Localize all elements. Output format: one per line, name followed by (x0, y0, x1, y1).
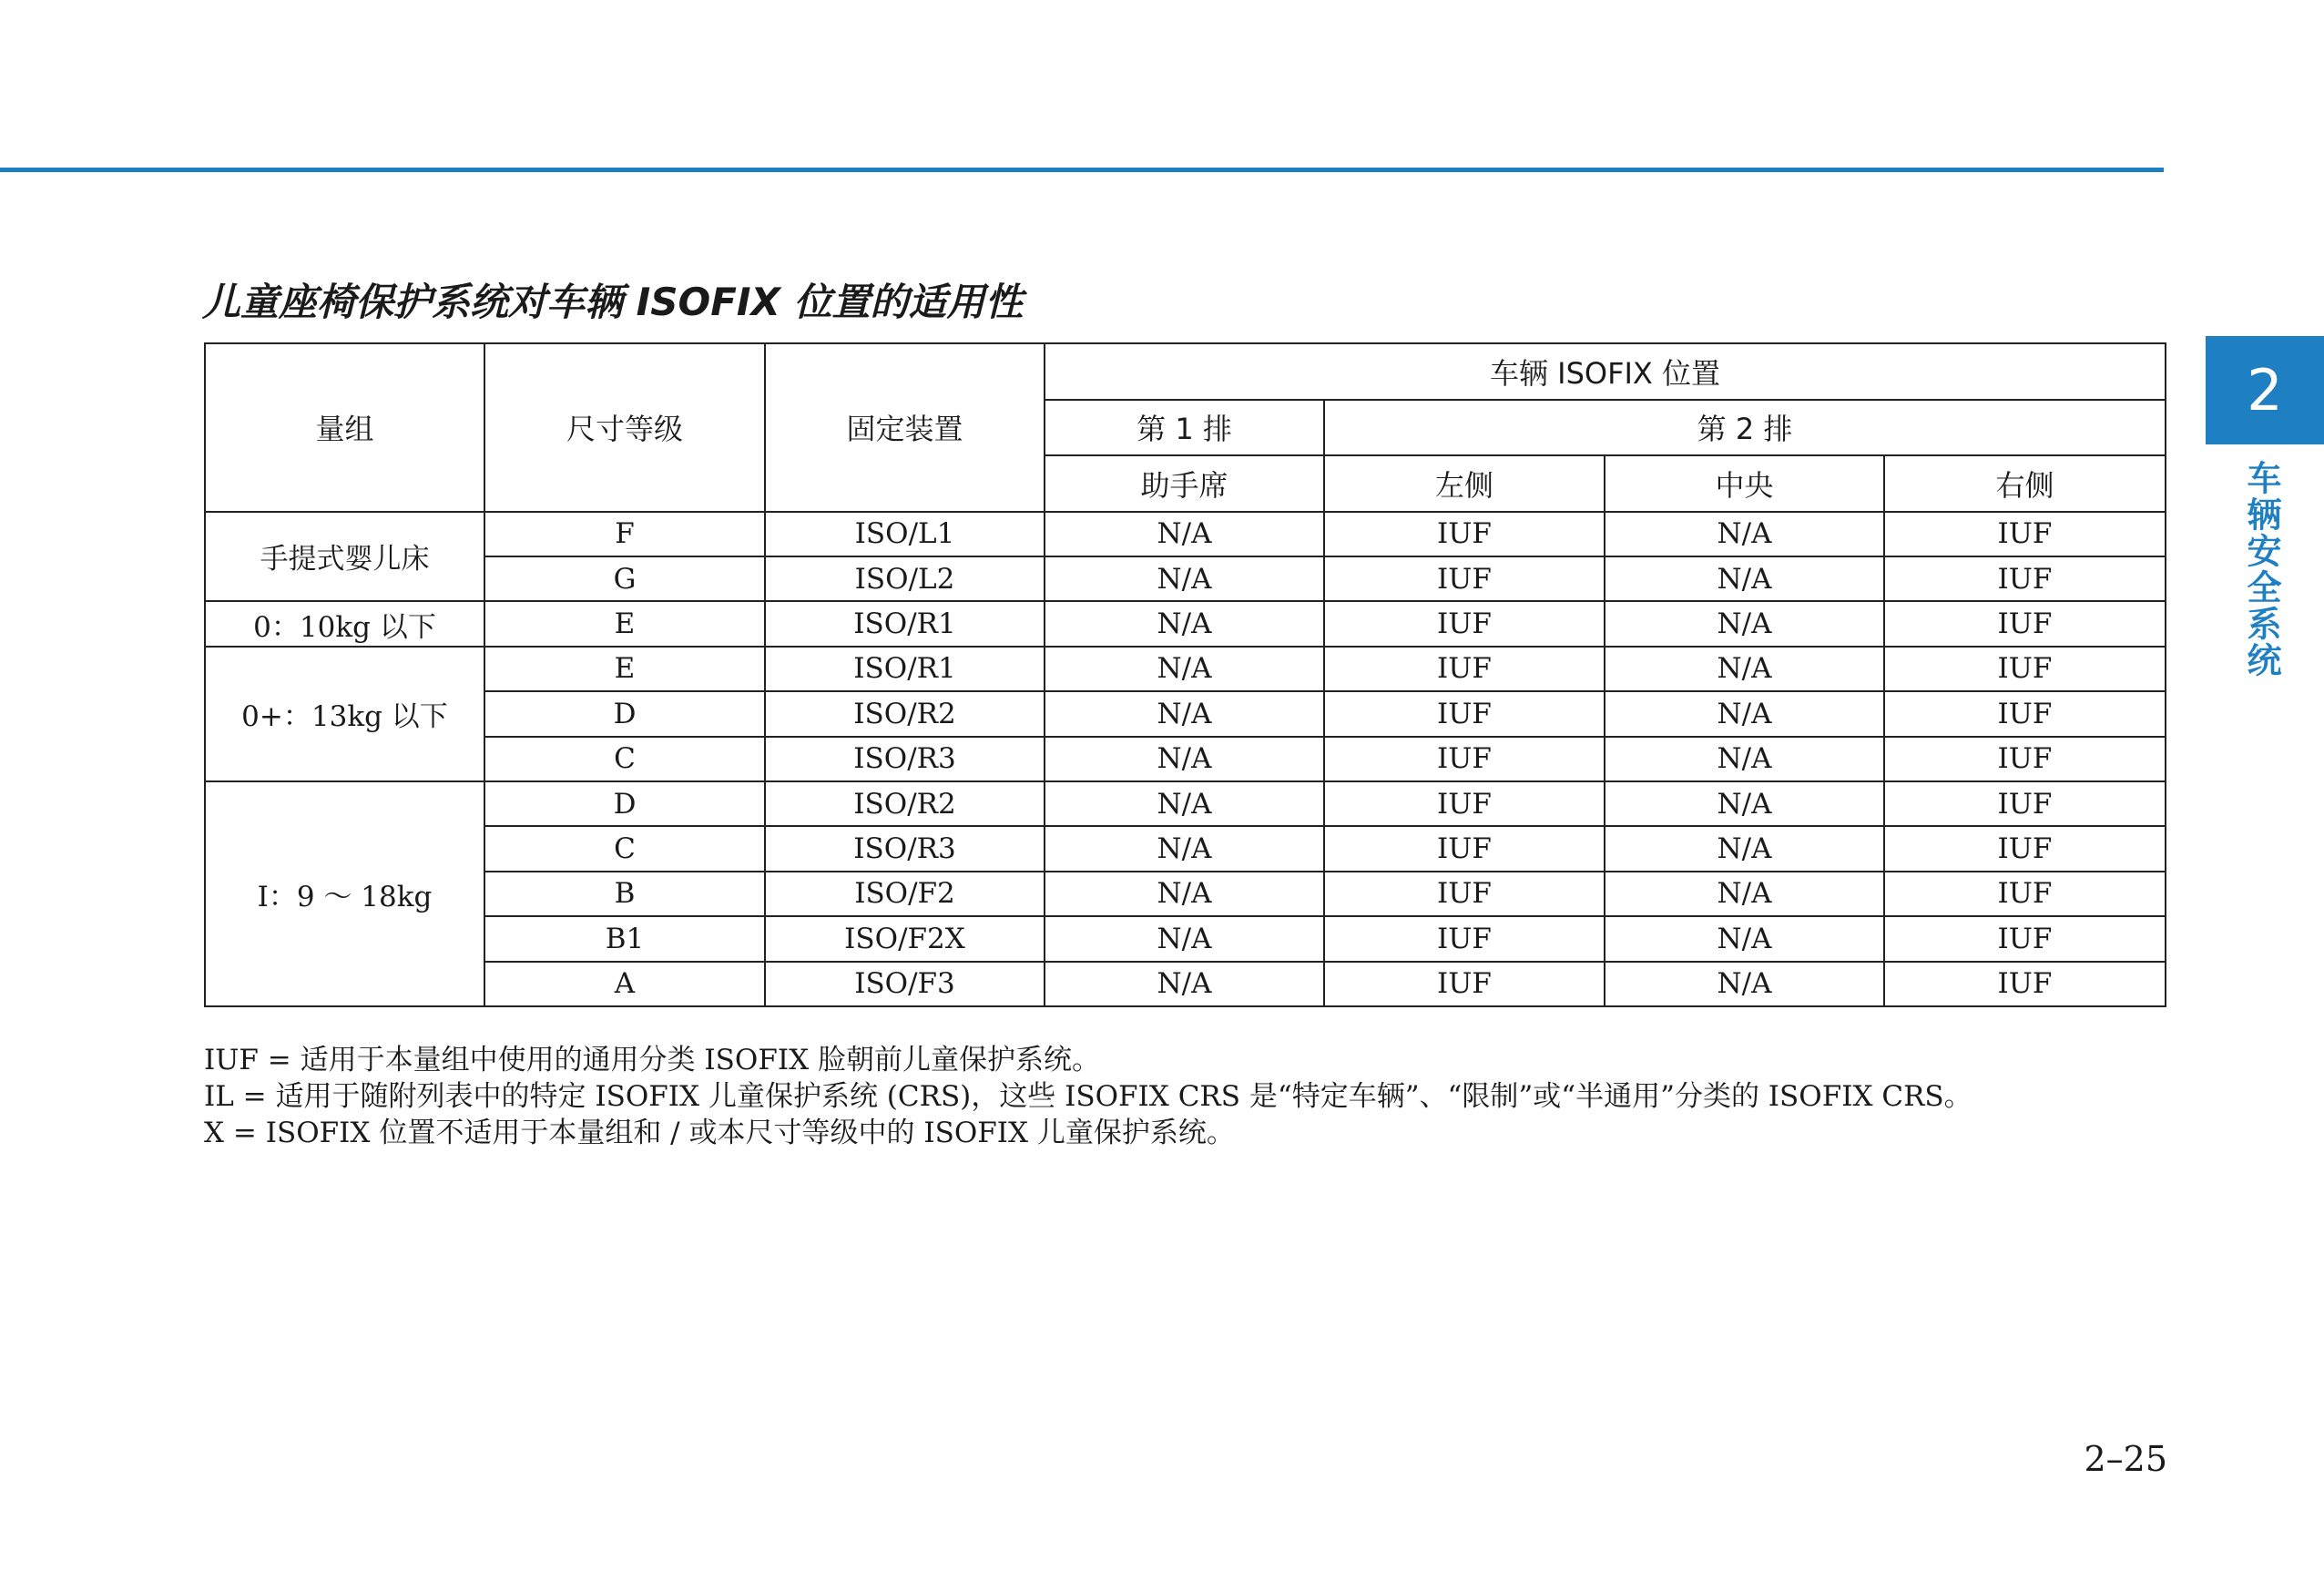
header-row-2: 第 2 排 (1324, 400, 2166, 456)
center-cell: N/A (1605, 872, 1884, 916)
center-cell: N/A (1605, 556, 1884, 601)
header-mass-group: 量组 (205, 343, 484, 512)
passenger-cell: N/A (1045, 826, 1324, 871)
size-cell: E (484, 647, 765, 691)
center-cell: N/A (1605, 826, 1884, 871)
header-rule (0, 168, 2164, 172)
table-row (205, 826, 2166, 871)
chapter-tab (2206, 336, 2324, 444)
right-cell: IUF (1884, 601, 2166, 646)
size-cell: B1 (484, 916, 765, 961)
fixture-cell: ISO/F2X (765, 916, 1045, 961)
table-row (205, 737, 2166, 781)
note-x: X = ISOFIX 位置不适用于本量组和 / 或本尺寸等级中的 ISOFIX 儿童保护系统。 (204, 1117, 1235, 1149)
size-cell: D (484, 781, 765, 826)
table-row (205, 916, 2166, 961)
chapter-name: 车辆安全系统 (2241, 460, 2281, 678)
header-right: 右侧 (1884, 455, 2166, 512)
fixture-cell: ISO/L2 (765, 556, 1045, 601)
header-passenger-seat: 助手席 (1045, 455, 1324, 512)
left-cell: IUF (1324, 826, 1605, 871)
center-cell: N/A (1605, 781, 1884, 826)
size-cell: C (484, 737, 765, 781)
center-cell: N/A (1605, 916, 1884, 961)
fixture-cell: ISO/R2 (765, 691, 1045, 736)
center-cell: N/A (1605, 647, 1884, 691)
passenger-cell: N/A (1045, 962, 1324, 1006)
header-left: 左侧 (1324, 455, 1605, 512)
passenger-cell: N/A (1045, 737, 1324, 781)
right-cell: IUF (1884, 512, 2166, 556)
table-row (205, 601, 2166, 646)
note-iuf: IUF = 适用于本量组中使用的通用分类 ISOFIX 脸朝前儿童保护系统。 (204, 1044, 1100, 1076)
passenger-cell: N/A (1045, 691, 1324, 736)
fixture-cell: ISO/R2 (765, 781, 1045, 826)
header-row-1: 第 1 排 (1045, 400, 1324, 456)
center-cell: N/A (1605, 737, 1884, 781)
table-row (205, 512, 2166, 556)
group-cell: 0：10kg 以下 (205, 601, 484, 646)
fixture-cell: ISO/R1 (765, 601, 1045, 646)
fixture-cell: ISO/L1 (765, 512, 1045, 556)
legend-notes (204, 1042, 2207, 1151)
header-vehicle-isofix-position: 车辆 ISOFIX 位置 (1045, 343, 2166, 400)
left-cell: IUF (1324, 601, 1605, 646)
center-cell: N/A (1605, 512, 1884, 556)
passenger-cell: N/A (1045, 781, 1324, 826)
left-cell: IUF (1324, 647, 1605, 691)
passenger-cell: N/A (1045, 512, 1324, 556)
right-cell: IUF (1884, 962, 2166, 1006)
group-cell: 0+：13kg 以下 (205, 647, 484, 781)
right-cell: IUF (1884, 737, 2166, 781)
header-fixture: 固定装置 (765, 343, 1045, 512)
size-cell: G (484, 556, 765, 601)
page-number: 2–25 (2084, 1439, 2167, 1479)
table-row (205, 647, 2166, 691)
right-cell: IUF (1884, 691, 2166, 736)
header-center: 中央 (1605, 455, 1884, 512)
table-row (205, 962, 2166, 1006)
right-cell: IUF (1884, 872, 2166, 916)
right-cell: IUF (1884, 647, 2166, 691)
left-cell: IUF (1324, 962, 1605, 1006)
left-cell: IUF (1324, 781, 1605, 826)
size-cell: F (484, 512, 765, 556)
size-cell: D (484, 691, 765, 736)
table-row (205, 691, 2166, 736)
size-cell: A (484, 962, 765, 1006)
center-cell: N/A (1605, 601, 1884, 646)
left-cell: IUF (1324, 916, 1605, 961)
table-row (205, 781, 2166, 826)
group-cell: 手提式婴儿床 (205, 512, 484, 602)
table-row (205, 556, 2166, 601)
left-cell: IUF (1324, 872, 1605, 916)
passenger-cell: N/A (1045, 601, 1324, 646)
fixture-cell: ISO/R3 (765, 737, 1045, 781)
isofix-compatibility-table (204, 342, 2166, 1007)
fixture-cell: ISO/F3 (765, 962, 1045, 1006)
passenger-cell: N/A (1045, 647, 1324, 691)
passenger-cell: N/A (1045, 872, 1324, 916)
right-cell: IUF (1884, 556, 2166, 601)
left-cell: IUF (1324, 512, 1605, 556)
right-cell: IUF (1884, 916, 2166, 961)
size-cell: B (484, 872, 765, 916)
left-cell: IUF (1324, 691, 1605, 736)
note-il: IL = 适用于随附列表中的特定 ISOFIX 儿童保护系统 (CRS)，这些 ISOFIX CRS 是“特定车辆”、“限制”或“半通用”分类的 ISOFIX CRS。 (204, 1080, 1972, 1113)
right-cell: IUF (1884, 781, 2166, 826)
chapter-number: 2 (2247, 357, 2283, 423)
header-size-class: 尺寸等级 (484, 343, 765, 512)
center-cell: N/A (1605, 691, 1884, 736)
size-cell: C (484, 826, 765, 871)
left-cell: IUF (1324, 556, 1605, 601)
fixture-cell: ISO/R1 (765, 647, 1045, 691)
left-cell: IUF (1324, 737, 1605, 781)
fixture-cell: ISO/R3 (765, 826, 1045, 871)
passenger-cell: N/A (1045, 556, 1324, 601)
table-row (205, 872, 2166, 916)
size-cell: E (484, 601, 765, 646)
center-cell: N/A (1605, 962, 1884, 1006)
right-cell: IUF (1884, 826, 2166, 871)
fixture-cell: ISO/F2 (765, 872, 1045, 916)
section-title: 儿童座椅保护系统对车辆 ISOFIX 位置的适用性 (202, 280, 1024, 324)
passenger-cell: N/A (1045, 916, 1324, 961)
group-cell: I：9 ～ 18kg (205, 781, 484, 1006)
